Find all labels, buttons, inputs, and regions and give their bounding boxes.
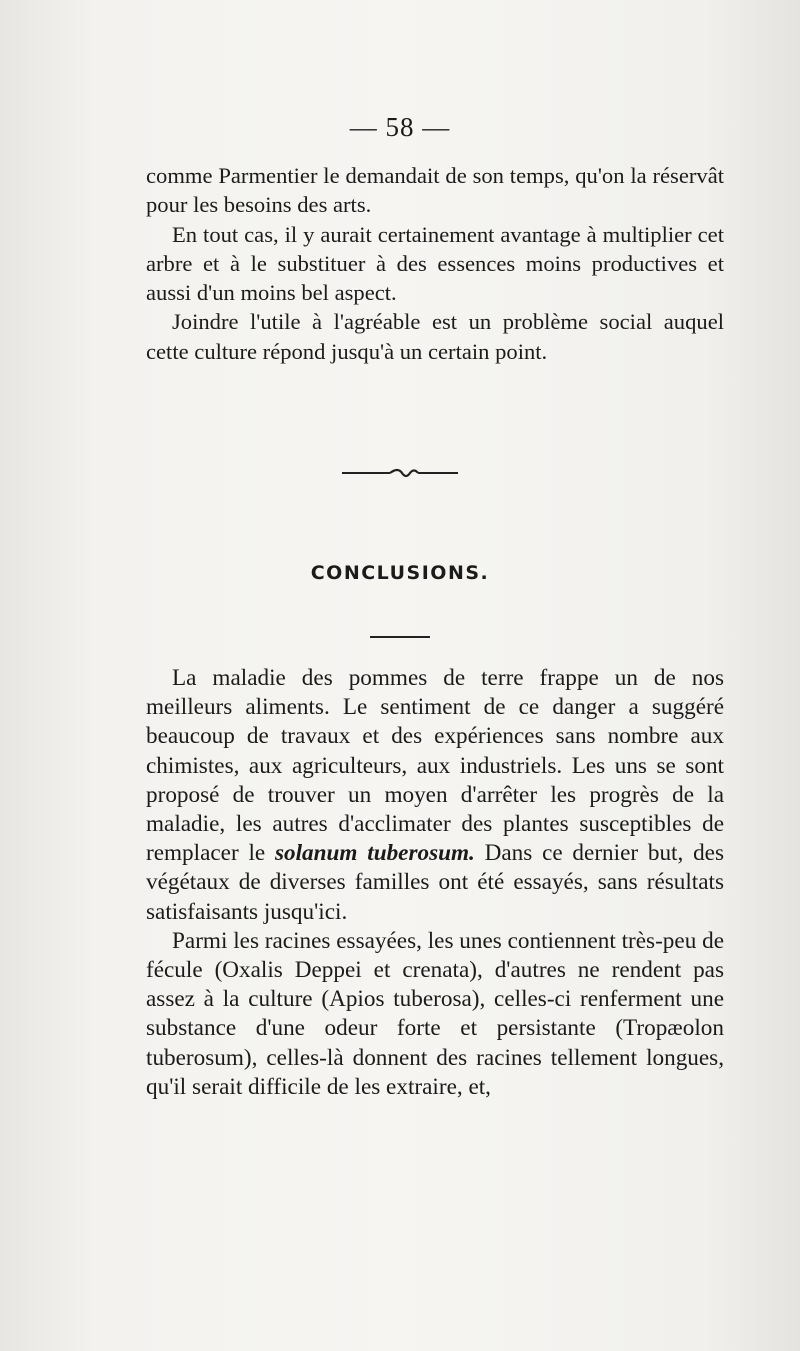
- italic-term: solanum tuberosum.: [274, 840, 475, 867]
- paragraph: Parmi les racines essayées, les unes contiennent très-peu de fécule (Oxalis Deppei et crenata), d'autres ne rendent pas assez à la culture (Apios tuberosa), celles-ci renferment une substance d'une odeur forte et persistante (Tropæolon tuberosum), celles-là donnent des racines tellement longues, qu'il serait difficile de les extraire, et,: [146, 927, 724, 1100]
- paragraph: En tout cas, il y aurait certainement avantage à multiplier cet arbre et à le substituer à des essences moins productives et aussi d'un moins bel aspect.: [146, 221, 724, 306]
- ornamental-divider: [0, 465, 800, 486]
- paragraph-text: La maladie des pommes de terre frappe un de nos meilleurs aliments. Le sentiment de ce danger a suggéré beaucoup de travaux et des expériences sans nombre aux chimistes, aux agriculteurs, aux industriels. Les uns se sont proposé de trouver un moyen d'arrêter les progrès de la maladie, les autres d'acclimater des plantes susceptibles de remplacer le: [146, 665, 724, 867]
- paragraph-text: Dans ce dernier but, des végétaux de diverses familles ont été essayés, sans résultats satisfaisants jusqu'ici.: [146, 840, 724, 925]
- top-text-block: [146, 161, 724, 366]
- heading-rule: [0, 625, 800, 643]
- bottom-text-block: [146, 664, 724, 1102]
- paragraph: comme Parmentier le demandait de son temps, qu'on la réservât pour les besoins des arts.: [146, 163, 724, 218]
- section-heading: CONCLUSIONS.: [310, 562, 490, 584]
- ornament-icon: [340, 465, 460, 481]
- paragraph: Joindre l'utile à l'agréable est un problème social auquel cette culture répond jusqu'à un certain point.: [146, 309, 724, 364]
- page-number: — 58 —: [349, 112, 451, 142]
- paragraph: [146, 664, 724, 927]
